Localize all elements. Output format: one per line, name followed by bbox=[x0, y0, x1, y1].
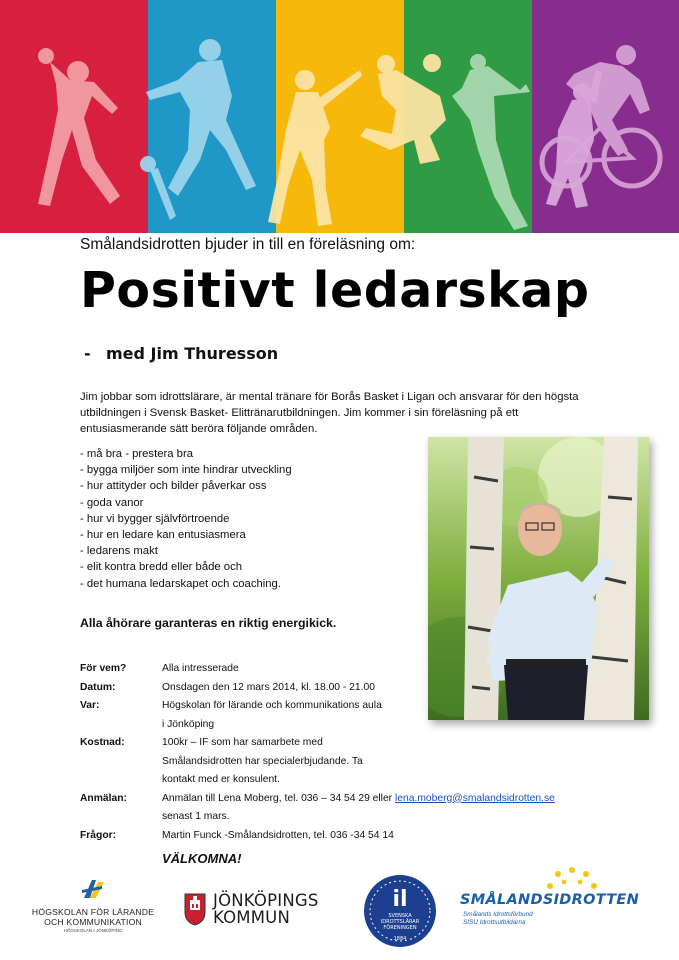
detail-label: Frågor: bbox=[80, 829, 117, 841]
hlk-name-line1: HÖGSKOLAN FÖR LÄRANDE bbox=[31, 907, 155, 917]
svenska-idrottslararforeningen-logo bbox=[360, 873, 440, 954]
jk-line2: KOMMUN bbox=[213, 908, 290, 927]
energy-promise: Alla åhörare garanteras en riktig energikick. bbox=[80, 616, 337, 630]
sif-line1: SVENSKA bbox=[388, 913, 412, 919]
detail-row-cost-cont bbox=[80, 771, 592, 790]
detail-row-cost-cont bbox=[80, 753, 592, 772]
welcome-text: VÄLKOMNA! bbox=[162, 851, 242, 866]
detail-label: Anmälan: bbox=[80, 792, 127, 804]
list-item: - goda vanor bbox=[80, 496, 144, 509]
detail-value: Onsdagen den 12 mars 2014, kl. 18.00 - 21.00 bbox=[162, 681, 375, 693]
detail-row-questions bbox=[80, 827, 592, 846]
list-item: - det humana ledarskapet och coaching. bbox=[80, 577, 281, 590]
sif-line3: FÖRENINGEN bbox=[383, 925, 417, 931]
detail-value: kontakt med er konsulent. bbox=[162, 774, 280, 785]
sif-emblem-icon bbox=[360, 873, 440, 949]
sif-line2: IDROTTSLÄRAR bbox=[380, 919, 420, 925]
list-item: - hur attityder och bilder påverkar oss bbox=[80, 480, 267, 493]
list-item: - bygga miljöer som inte hindrar utveckling bbox=[80, 464, 292, 477]
detail-value: senast 1 mars. bbox=[162, 811, 230, 822]
detail-value: Alla intresserade bbox=[162, 663, 239, 674]
detail-value: i Jönköping bbox=[162, 718, 215, 730]
jonkoping-kommun-logo bbox=[183, 892, 319, 926]
detail-label: Var: bbox=[80, 700, 100, 711]
jonkoping-crest-icon bbox=[183, 892, 207, 926]
subtitle-dash: - bbox=[84, 344, 91, 363]
detail-label: Datum: bbox=[80, 681, 116, 693]
detail-row-date bbox=[80, 679, 592, 698]
detail-row-for-whom bbox=[80, 660, 592, 679]
hlk-sub: HÖGSKOLAN I JÖNKÖPING bbox=[63, 928, 123, 933]
detail-row-deadline bbox=[80, 808, 592, 827]
smalandsidrotten-logo bbox=[460, 878, 660, 927]
detail-row-cost bbox=[80, 734, 592, 753]
smal-brand-b: IDROTTEN bbox=[553, 892, 640, 908]
detail-label: Kostnad: bbox=[80, 737, 125, 748]
page-title: Positivt ledarskap bbox=[80, 262, 590, 319]
jk-line1: JÖNKÖPINGS bbox=[213, 891, 319, 910]
detail-value: Smålandsidrotten har specialerbjudande. Ta bbox=[162, 755, 363, 767]
detail-value: Anmälan till Lena Moberg, tel. 036 – 34 54 29 eller bbox=[162, 792, 393, 804]
detail-row-signup bbox=[80, 790, 592, 809]
detail-value: Martin Funck -Smålandsidrotten, tel. 036 -34 54 14 bbox=[162, 829, 394, 841]
smal-tag1: Smålands Idrottsförbund bbox=[463, 911, 533, 918]
sif-initials: il bbox=[392, 887, 408, 912]
list-item: - hur en ledare kan entusiasmera bbox=[80, 529, 246, 542]
detail-row-where bbox=[80, 697, 592, 716]
subtitle-text: med Jim Thuresson bbox=[106, 344, 279, 363]
detail-value: Högskolan för lärande och kommunikations aula bbox=[162, 700, 382, 711]
email-link[interactable]: lena.moberg@smalandsidrotten.se bbox=[395, 792, 555, 804]
hlk-emblem-icon bbox=[78, 876, 108, 902]
list-item: - må bra - prestera bra bbox=[80, 448, 194, 460]
detail-row-where-cont bbox=[80, 716, 592, 735]
topic-list bbox=[80, 446, 292, 592]
list-item: - elit kontra bredd eller både och bbox=[80, 561, 243, 574]
hlk-logo bbox=[28, 876, 158, 933]
hlk-name-line2: OCH KOMMUNIKATION bbox=[44, 917, 142, 927]
detail-value: 100kr – IF som har samarbete med bbox=[162, 737, 323, 748]
list-item: - hur vi bygger självförtroende bbox=[80, 512, 230, 525]
detail-label: För vem? bbox=[80, 663, 127, 674]
event-details bbox=[80, 660, 592, 845]
list-item: - ledarens makt bbox=[80, 545, 158, 558]
sif-year: 1884 bbox=[393, 936, 407, 942]
speaker-subtitle bbox=[84, 344, 278, 363]
intro-text: Smålandsidrotten bjuder in till en föreläsning om: bbox=[80, 236, 416, 253]
sports-banner bbox=[0, 0, 679, 233]
description-paragraph: Jim jobbar som idrottslärare, är mental tränare för Borås Basket i Ligan och ansvarar för den högsta utbildningen i Svensk Basket- Elittränarutbildningen. Jim kommer i sin föreläsning på ett entusiasmerande sätt beröra följande områden. bbox=[80, 391, 579, 435]
smal-brand-a: SMÅLANDS bbox=[460, 892, 554, 908]
smal-tag2: SISU Idrottsutbildarna bbox=[463, 919, 526, 926]
footer-logos bbox=[0, 868, 679, 960]
